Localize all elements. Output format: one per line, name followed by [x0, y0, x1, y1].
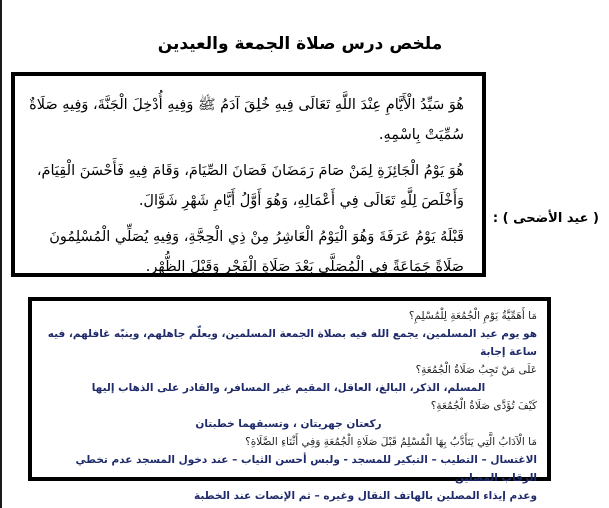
eid-al-adha-label: ( عيد الأضحى ) : — [492, 211, 599, 226]
answer-2: المسلم، الذكر، البالغ، العاقل، المقيم غير المسافر، والقادر على الذهاب إليها — [91, 382, 486, 394]
page-title: ملخص درس صلاة الجمعة والعيدين — [157, 34, 443, 54]
eid-al-adha-paragraph: قَبْلَهُ يَوْمُ عَرَفَةَ وَهُوَ الْيَوْمُ الْعَاشِرُ مِنْ ذِي الْحِجَّةِ، وَفِيهِ يُصَلِّي الْمُسْلِمُونَ صَلَاةً جَمَاعَةً فِي الْمُصَلَّى بَعْدَ صَلَاةِ الْفَجْرِ وَقَبْلَ الظُّهْرِ. — [49, 229, 464, 275]
question-2: عَلَى مَنْ تَجِبُ صَلَاةُ الْجُمُعَةِ؟ — [415, 364, 537, 376]
answer-3: ركعتان جهريتان ، وتسبقهما خطبتان — [195, 418, 382, 430]
friday-paragraph: هُوَ سَيِّدُ الْأَيَّامِ عِنْدَ اللَّهِ تَعَالَى فِيهِ خُلِقَ آدَمُ ﷺ وَفِيهِ أُدْخِلَ الْجَنَّةَ، وَفِيهِ صَلَاةٌ سُمِّيَتْ بِاسْمِهِ. — [29, 97, 464, 143]
qa-box — [28, 297, 551, 502]
answer-1: هو يوم عيد المسلمين، يجمع الله فيه بصلاة الجمعة المسلمين، ويعلّم جاهلهم، وينبّه غافلهم، فيه ساعة إجابة — [47, 328, 537, 358]
friday-eid-summary-box — [11, 72, 486, 277]
page-edge-line — [0, 0, 2, 508]
answer-4-line-2: وعدم إيذاء المصلين بالهاتف النقال وغيره – ثم الإنصات عند الخطبة — [194, 490, 537, 502]
question-3: كَيْفَ تُؤَدَّى صَلَاةُ الْجُمُعَةِ؟ — [430, 400, 537, 412]
question-4: مَا الْآدَابُ الَّتِي يَتَأَدَّبُ بِهَا الْمُسْلِمُ قَبْلَ صَلَاةِ الْجُمُعَةِ وَفِي أَثْنَاءِ الصَّلَاةِ؟ — [245, 436, 537, 448]
eid-al-fitr-paragraph: هُوَ يَوْمُ الْجَائِزَةِ لِمَنْ صَامَ رَمَضَانَ فَصَانَ الصِّيَامَ، وَقَامَ فِيهِ فَأَحْسَنَ الْقِيَامَ، وَأَخْلَصَ لِلَّهِ تَعَالَى فِي أَعْمَالِهِ، وَهُوَ أَوَّلُ أَيَّامِ شَهْرِ شَوَّالَ. — [36, 163, 464, 209]
question-1: مَا أَهَمِّيَّةُ يَوْمِ الْجُمُعَةِ لِلْمُسْلِمِ؟ — [408, 310, 537, 322]
answer-4-line-1: الاغتسال – التطيب – التبكير للمسجد - ولبس أحسن الثياب – عند دخول المسجد عدم تخطي الرقاب المصلين — [75, 454, 537, 484]
